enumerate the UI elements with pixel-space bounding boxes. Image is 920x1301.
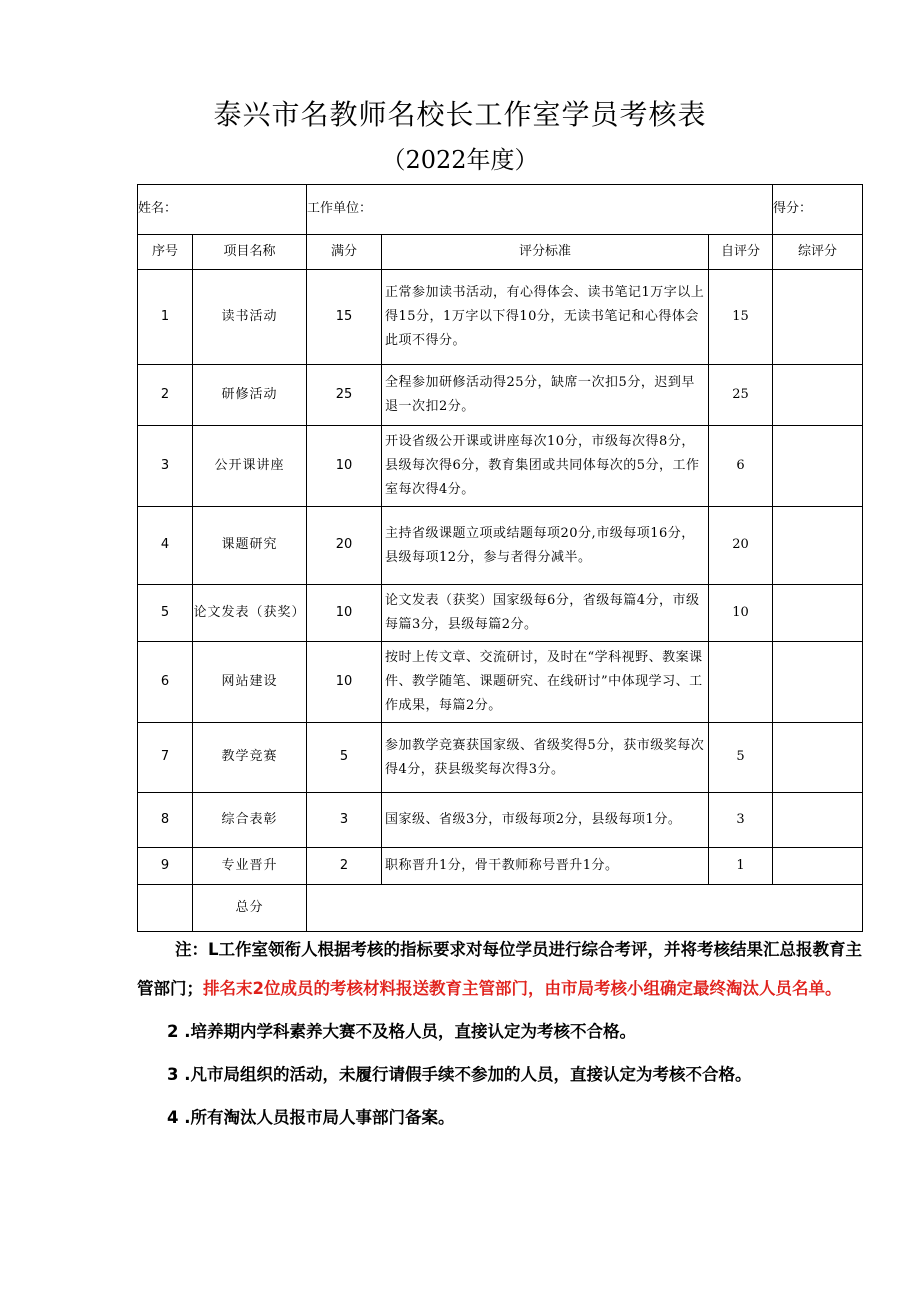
- item-name: 网站建设: [193, 642, 307, 723]
- row-number: 4: [138, 507, 193, 585]
- self-score: [709, 642, 773, 723]
- full-score: 2: [307, 848, 382, 885]
- full-score: 20: [307, 507, 382, 585]
- self-score: 10: [709, 585, 773, 642]
- table-row: [138, 848, 863, 885]
- full-score: 5: [307, 723, 382, 793]
- total-blank-cell: [138, 885, 193, 932]
- final-score: [773, 642, 863, 723]
- total-row: [138, 885, 863, 932]
- self-score: 1: [709, 848, 773, 885]
- item-name: 读书活动: [193, 270, 307, 365]
- header-cell: 满分: [307, 235, 382, 270]
- self-score: 3: [709, 793, 773, 848]
- table-row: [138, 365, 863, 426]
- header-cell: 序号: [138, 235, 193, 270]
- row-number: 3: [138, 426, 193, 507]
- header-cell: 评分标准: [382, 235, 709, 270]
- criteria: 正常参加读书活动，有心得体会、读书笔记1万字以上得15分，1万字以下得10分，无读书笔记和心得体会此项不得分。: [382, 270, 709, 365]
- table-row: [138, 793, 863, 848]
- notes-section: [137, 930, 862, 1137]
- note-1: [137, 930, 862, 1008]
- assessment-table: [137, 184, 863, 932]
- final-score: [773, 793, 863, 848]
- criteria: 论文发表（获奖）国家级每6分，省级每篇4分，市级每篇3分，县级每篇2分。: [382, 585, 709, 642]
- score-field-label: 得分：: [773, 185, 863, 235]
- header-cell: 自评分: [709, 235, 773, 270]
- full-score: 10: [307, 585, 382, 642]
- full-score: 25: [307, 365, 382, 426]
- row-number: 9: [138, 848, 193, 885]
- document-title: 泰兴市名教师名校长工作室学员考核表: [213, 98, 707, 131]
- self-score: 15: [709, 270, 773, 365]
- full-score: 15: [307, 270, 382, 365]
- self-score: 20: [709, 507, 773, 585]
- unit-field-label: 工作单位：: [307, 185, 773, 235]
- final-score: [773, 507, 863, 585]
- criteria: 国家级、省级3分，市级每项2分，县级每项1分。: [382, 793, 709, 848]
- table-row: [138, 507, 863, 585]
- row-number: 6: [138, 642, 193, 723]
- self-score: 6: [709, 426, 773, 507]
- self-score: 25: [709, 365, 773, 426]
- table-row: [138, 642, 863, 723]
- note-3: 3 .凡市局组织的活动，未履行请假手续不参加的人员，直接认定为考核不合格。: [167, 1065, 752, 1084]
- row-number: 5: [138, 585, 193, 642]
- note-2: 2 .培养期内学科素养大赛不及格人员，直接认定为考核不合格。: [167, 1022, 636, 1041]
- criteria: 按时上传文章、交流研讨，及时在“学科视野、教案课件、教学随笔、课题研究、在线研讨”中体现学习、工作成果，每篇2分。: [382, 642, 709, 723]
- full-score: 3: [307, 793, 382, 848]
- final-score: [773, 426, 863, 507]
- item-name: 论文发表（获奖）: [193, 585, 307, 642]
- note-1-highlight: 排名末2位成员的考核材料报送教育主管部门，由市局考核小组确定最终淘汰人员名单。: [203, 979, 842, 998]
- final-score: [773, 723, 863, 793]
- item-name: 研修活动: [193, 365, 307, 426]
- table-row: [138, 723, 863, 793]
- item-name: 公开课讲座: [193, 426, 307, 507]
- row-number: 1: [138, 270, 193, 365]
- total-label: 总分: [193, 885, 307, 932]
- item-name: 专业晋升: [193, 848, 307, 885]
- full-score: 10: [307, 426, 382, 507]
- item-name: 综合表彰: [193, 793, 307, 848]
- final-score: [773, 270, 863, 365]
- info-row: [138, 185, 863, 235]
- criteria: 职称晋升1分，骨干教师称号晋升1分。: [382, 848, 709, 885]
- document-subtitle: （2022年度）: [381, 146, 539, 174]
- self-score: 5: [709, 723, 773, 793]
- table-row: [138, 426, 863, 507]
- criteria: 开设省级公开课或讲座每次10分，市级每次得8分，县级每次得6分，教育集团或共同体每次的5分，工作室每次得4分。: [382, 426, 709, 507]
- name-field-label: 姓名：: [138, 185, 307, 235]
- header-row: [138, 235, 863, 270]
- row-number: 7: [138, 723, 193, 793]
- item-name: 教学竞赛: [193, 723, 307, 793]
- final-score: [773, 585, 863, 642]
- row-number: 2: [138, 365, 193, 426]
- full-score: 10: [307, 642, 382, 723]
- item-name: 课题研究: [193, 507, 307, 585]
- row-number: 8: [138, 793, 193, 848]
- note-4: 4 .所有淘汰人员报市局人事部门备案。: [167, 1108, 455, 1127]
- header-cell: 项目名称: [193, 235, 307, 270]
- table-row: [138, 585, 863, 642]
- total-value-cell: [307, 885, 863, 932]
- table-row: [138, 270, 863, 365]
- criteria: 全程参加研修活动得25分，缺席一次扣5分，迟到早退一次扣2分。: [382, 365, 709, 426]
- criteria: 主持省级课题立项或结题每项20分,市级每项16分，县级每项12分，参与者得分减半。: [382, 507, 709, 585]
- final-score: [773, 848, 863, 885]
- header-cell: 综评分: [773, 235, 863, 270]
- final-score: [773, 365, 863, 426]
- note-1-text: 注：L工作室领衔人根据考核的指标要求对每位学员进行综合考评，并将考核结果汇总报教育主管部门；: [137, 940, 863, 998]
- criteria: 参加教学竞赛获国家级、省级奖得5分，获市级奖每次得4分，获县级奖每次得3分。: [382, 723, 709, 793]
